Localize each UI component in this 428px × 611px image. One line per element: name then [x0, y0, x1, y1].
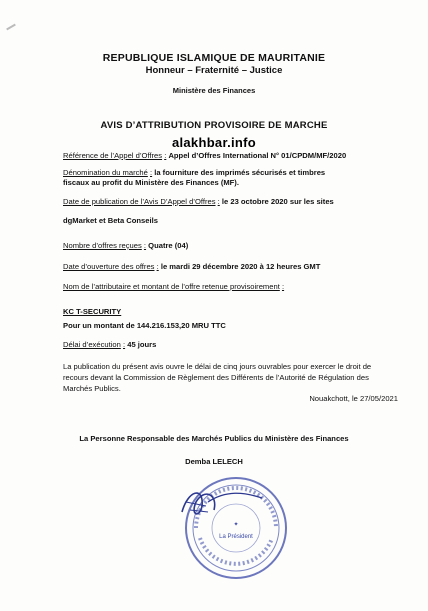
publication-date-value-1: le 23 octobre 2020 sur les sites [221, 197, 334, 206]
appeal-paragraph: La publication du présent avis ouvre le délai de cinq jours ouvrables pour exercer le droit de recours devant la Commission de Règlement des Différents de l’Autorité de Régulation des Marchés Publics. [63, 362, 372, 393]
colon: : [281, 282, 285, 291]
awardee-name-line [63, 307, 403, 317]
colon: : [217, 197, 220, 206]
opening-value: le mardi 29 décembre 2020 à 12 heures GMT [160, 262, 321, 271]
colon: : [143, 241, 147, 250]
offers-value: Quatre (04) [148, 241, 189, 250]
awardee-line [63, 282, 403, 292]
national-motto: Honneur – Fraternité – Justice [145, 65, 283, 76]
execution-delay-line [63, 340, 403, 350]
publication-date-line [63, 197, 403, 207]
opening-date-line [63, 262, 403, 272]
signature-scribble [182, 493, 262, 514]
amount-line [63, 321, 403, 331]
offers-line [63, 241, 403, 251]
official-stamp [178, 472, 290, 584]
publication-date-value-2: dgMarket et Beta Conseils [63, 216, 158, 225]
awardee-name: KC T-SECURITY [63, 307, 122, 316]
publication-date-label: Date de publication de l’Avis D’Appel d’Offres [63, 197, 216, 206]
stamp-emblem-glyph: ✦ [233, 521, 239, 528]
site-watermark: alakhbar.info [171, 135, 257, 150]
denomination-line [63, 168, 403, 178]
colon: : [156, 262, 159, 271]
delay-label: Délai d’exécution [63, 340, 121, 349]
signatory-title: La Personne Responsable des Marchés Publics du Ministère des Finances [79, 434, 349, 443]
colon: : [164, 151, 167, 160]
denomination-label: Dénomination du marché [63, 168, 148, 177]
reference-label: Référence de l’Appel d’Offres [63, 151, 163, 160]
colon: : [149, 168, 153, 177]
offers-label: Nombre d’offres reçues [63, 241, 142, 250]
award-amount: Pour un montant de 144.216.153,20 MRU TTC [63, 321, 226, 330]
delay-value: 45 jours [127, 340, 157, 349]
denomination-value-1: la fourniture des imprimés sécurisés et timbres [154, 168, 326, 177]
stamp-center-text: La Président [219, 534, 253, 540]
publication-sites-line [63, 216, 403, 226]
colon: : [122, 340, 126, 349]
denomination-value-2: fiscaux au profit du Ministère des Finances (MF). [63, 178, 239, 187]
republic-heading: REPUBLIQUE ISLAMIQUE DE MAURITANIE [102, 52, 326, 64]
ministry-name: Ministère des Finances [172, 86, 256, 95]
signatory-name: Demba LELECH [185, 457, 243, 466]
reference-value: Appel d’Offres International N° 01/CPDM/MF/2020 [168, 151, 347, 160]
reference-line [63, 151, 403, 161]
awardee-label: Nom de l’attributaire et montant de l’offre retenue provisoirement [63, 282, 280, 291]
place-and-date: Nouakchott, le 27/05/2021 [309, 394, 398, 403]
scan-edge-mark [6, 24, 16, 31]
opening-label: Date d’ouverture des offres [63, 262, 155, 271]
notice-title: AVIS D’ATTRIBUTION PROVISOIRE DE MARCHE [100, 120, 328, 131]
denomination-line-2 [63, 178, 403, 188]
